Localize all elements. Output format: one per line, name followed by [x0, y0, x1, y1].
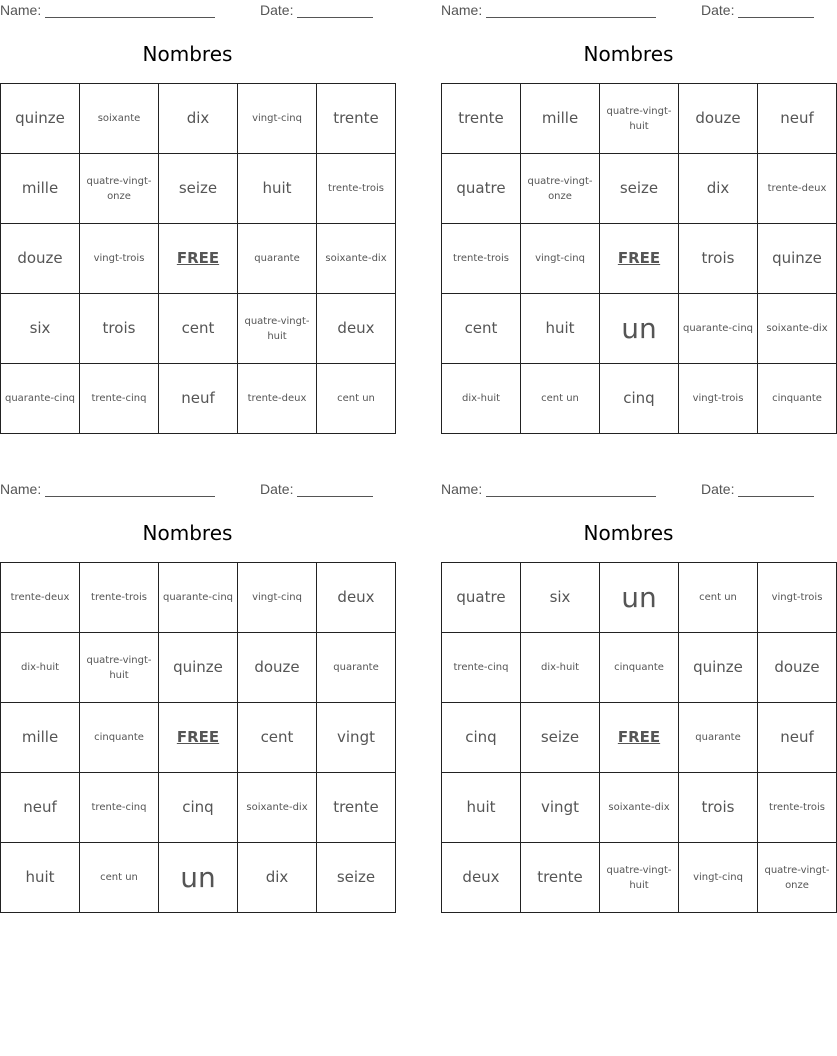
name-line	[486, 3, 656, 18]
bingo-cell: douze	[758, 633, 837, 703]
bingo-cell: trente-cinq	[80, 773, 159, 843]
name-field	[441, 481, 656, 497]
bingo-cell: deux	[317, 563, 396, 633]
grid-row	[442, 224, 837, 294]
bingo-cell: soixante-dix	[317, 224, 396, 294]
bingo-cell: mille	[1, 154, 80, 224]
card-header	[441, 0, 816, 22]
bingo-cell: quinze	[679, 633, 758, 703]
date-line	[297, 482, 373, 497]
card-header	[441, 479, 816, 501]
bingo-cell: quatre	[442, 563, 521, 633]
bingo-cell: quarante-cinq	[679, 294, 758, 364]
bingo-cell: trente	[317, 773, 396, 843]
bingo-cell: vingt-cinq	[238, 563, 317, 633]
name-field	[0, 2, 215, 18]
bingo-cell: un	[159, 843, 238, 913]
bingo-cell: cent un	[80, 843, 159, 913]
bingo-cell: quatre	[442, 154, 521, 224]
name-label: Name:	[0, 2, 42, 18]
bingo-cell: vingt	[521, 773, 600, 843]
grid-row	[1, 703, 396, 773]
card-header	[0, 479, 375, 501]
bingo-cell: quatre-vingt-onze	[80, 154, 159, 224]
bingo-cell: dix	[238, 843, 317, 913]
bingo-cell: un	[600, 563, 679, 633]
bingo-cell: trente-deux	[238, 364, 317, 434]
bingo-cell: trois	[80, 294, 159, 364]
bingo-cell: douze	[679, 84, 758, 154]
bingo-cell: cent un	[521, 364, 600, 434]
bingo-cell: dix	[159, 84, 238, 154]
bingo-cell: quarante	[317, 633, 396, 703]
date-label: Date:	[701, 481, 735, 497]
bingo-cell: cinq	[442, 703, 521, 773]
bingo-cell: trois	[679, 224, 758, 294]
card-title: Nombres	[142, 521, 233, 545]
bingo-cell: trente-trois	[317, 154, 396, 224]
grid-row	[442, 633, 837, 703]
bingo-cell: quatre-vingt-huit	[600, 84, 679, 154]
bingo-cell: cinquante	[758, 364, 837, 434]
bingo-cell: trente-deux	[758, 154, 837, 224]
bingo-cell: cent un	[317, 364, 396, 434]
date-field	[260, 481, 373, 497]
date-field	[701, 481, 814, 497]
grid-row	[442, 154, 837, 224]
name-label: Name:	[441, 481, 483, 497]
bingo-card	[441, 0, 828, 407]
bingo-cell: trente-cinq	[80, 364, 159, 434]
card-header	[0, 0, 375, 22]
bingo-cell: vingt-trois	[758, 563, 837, 633]
bingo-cell: quarante-cinq	[1, 364, 80, 434]
date-label: Date:	[701, 2, 735, 18]
bingo-cell: cent	[159, 294, 238, 364]
bingo-cell: soixante-dix	[238, 773, 317, 843]
bingo-grid	[0, 562, 396, 913]
date-field	[701, 2, 814, 18]
bingo-cell: douze	[238, 633, 317, 703]
bingo-cell: vingt-cinq	[238, 84, 317, 154]
bingo-cell: seize	[600, 154, 679, 224]
grid-row	[442, 563, 837, 633]
bingo-cell: trente-trois	[442, 224, 521, 294]
bingo-cell: cent un	[679, 563, 758, 633]
bingo-card	[441, 479, 830, 891]
bingo-cell: trente-trois	[80, 563, 159, 633]
bingo-cell: cinq	[600, 364, 679, 434]
grid-row	[1, 224, 396, 294]
bingo-cell: mille	[1, 703, 80, 773]
bingo-cell: dix-huit	[521, 633, 600, 703]
bingo-cell: neuf	[1, 773, 80, 843]
bingo-cell: seize	[317, 843, 396, 913]
bingo-cell: quatre-vingt-huit	[80, 633, 159, 703]
bingo-cell: un	[600, 294, 679, 364]
free-space: FREE	[600, 703, 679, 773]
card-title: Nombres	[583, 521, 674, 545]
bingo-cell: cent	[238, 703, 317, 773]
grid-row	[1, 84, 396, 154]
grid-row	[442, 84, 837, 154]
card-title: Nombres	[583, 42, 674, 66]
bingo-cell: douze	[1, 224, 80, 294]
bingo-cell: neuf	[758, 84, 837, 154]
name-field	[441, 2, 656, 18]
card-title: Nombres	[142, 42, 233, 66]
bingo-cell: seize	[521, 703, 600, 773]
bingo-cell: quarante	[238, 224, 317, 294]
bingo-cell: dix-huit	[442, 364, 521, 434]
bingo-cell: quatre-vingt-huit	[238, 294, 317, 364]
name-line	[486, 482, 656, 497]
bingo-cell: quarante	[679, 703, 758, 773]
bingo-cell: vingt-cinq	[521, 224, 600, 294]
bingo-cell: vingt-cinq	[679, 843, 758, 913]
grid-row	[1, 633, 396, 703]
bingo-cell: cinquante	[600, 633, 679, 703]
bingo-cell: mille	[521, 84, 600, 154]
bingo-cell: seize	[159, 154, 238, 224]
bingo-cell: huit	[442, 773, 521, 843]
grid-row	[442, 773, 837, 843]
bingo-cell: trente	[317, 84, 396, 154]
bingo-cell: quinze	[159, 633, 238, 703]
bingo-cell: huit	[238, 154, 317, 224]
grid-row	[1, 773, 396, 843]
bingo-cell: trente	[521, 843, 600, 913]
bingo-card	[0, 0, 387, 407]
bingo-cell: six	[1, 294, 80, 364]
bingo-cell: trente-deux	[1, 563, 80, 633]
free-space: FREE	[159, 703, 238, 773]
bingo-cell: trente-trois	[758, 773, 837, 843]
bingo-cell: quinze	[1, 84, 80, 154]
grid-row	[442, 843, 837, 913]
free-space: FREE	[600, 224, 679, 294]
name-label: Name:	[441, 2, 483, 18]
free-space: FREE	[159, 224, 238, 294]
bingo-cell: neuf	[758, 703, 837, 773]
grid-row	[442, 294, 837, 364]
name-label: Name:	[0, 481, 42, 497]
bingo-cell: dix-huit	[1, 633, 80, 703]
bingo-cell: cinq	[159, 773, 238, 843]
bingo-cell: quatre-vingt-huit	[600, 843, 679, 913]
grid-row	[442, 364, 837, 434]
bingo-cell: trente	[442, 84, 521, 154]
bingo-grid	[441, 562, 837, 913]
bingo-cell: deux	[442, 843, 521, 913]
grid-row	[1, 294, 396, 364]
bingo-cell: soixante-dix	[758, 294, 837, 364]
bingo-cell: soixante	[80, 84, 159, 154]
grid-row	[1, 843, 396, 913]
bingo-cell: cinquante	[80, 703, 159, 773]
bingo-cell: quatre-vingt-onze	[758, 843, 837, 913]
bingo-cell: vingt-trois	[679, 364, 758, 434]
grid-row	[1, 154, 396, 224]
date-line	[738, 3, 814, 18]
date-field	[260, 2, 373, 18]
date-line	[297, 3, 373, 18]
bingo-cell: soixante-dix	[600, 773, 679, 843]
bingo-cell: trente-cinq	[442, 633, 521, 703]
bingo-cell: trois	[679, 773, 758, 843]
grid-row	[1, 364, 396, 434]
date-line	[738, 482, 814, 497]
name-line	[45, 482, 215, 497]
bingo-cell: neuf	[159, 364, 238, 434]
bingo-cell: six	[521, 563, 600, 633]
date-label: Date:	[260, 481, 294, 497]
bingo-cell: deux	[317, 294, 396, 364]
bingo-card	[0, 479, 379, 894]
bingo-cell: cent	[442, 294, 521, 364]
bingo-cell: huit	[521, 294, 600, 364]
grid-row	[1, 563, 396, 633]
bingo-cell: huit	[1, 843, 80, 913]
grid-row	[442, 703, 837, 773]
bingo-cell: vingt-trois	[80, 224, 159, 294]
bingo-cell: quinze	[758, 224, 837, 294]
bingo-grid	[0, 83, 396, 434]
bingo-grid	[441, 83, 837, 434]
name-line	[45, 3, 215, 18]
bingo-cell: quatre-vingt-onze	[521, 154, 600, 224]
bingo-cell: vingt	[317, 703, 396, 773]
bingo-cell: quarante-cinq	[159, 563, 238, 633]
bingo-cell: dix	[679, 154, 758, 224]
date-label: Date:	[260, 2, 294, 18]
name-field	[0, 481, 215, 497]
